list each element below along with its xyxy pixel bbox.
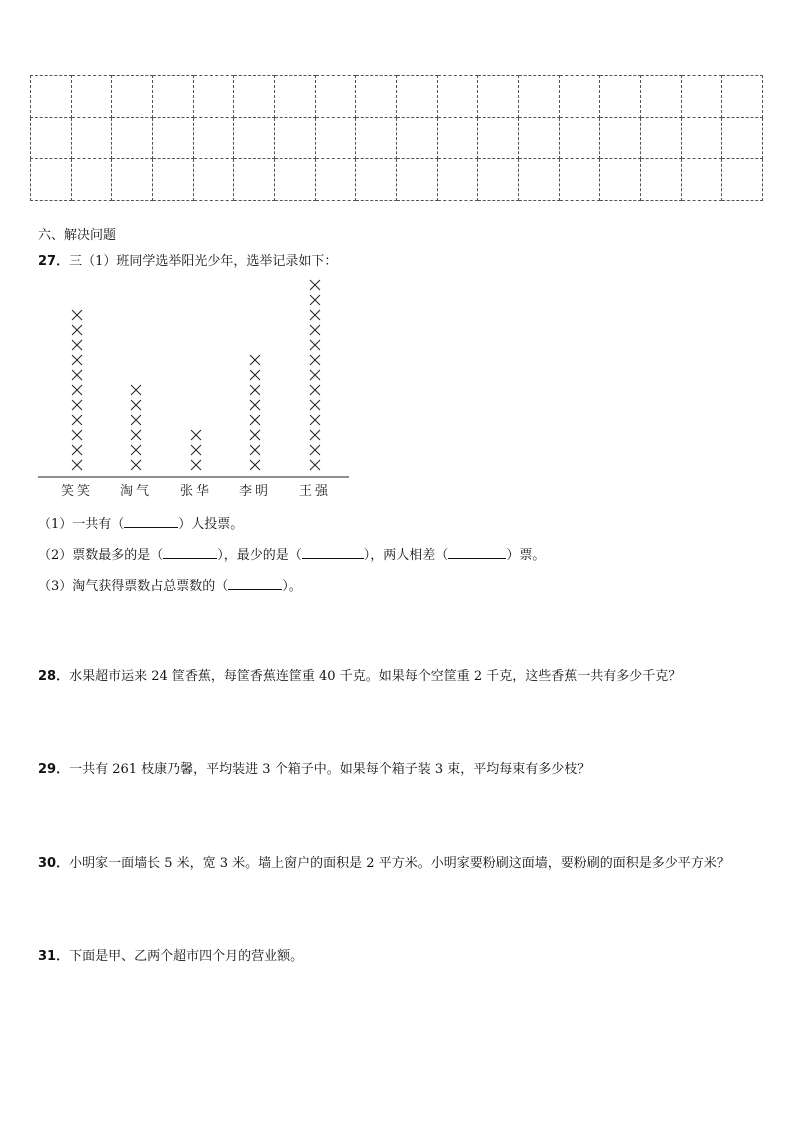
question-29-number: 29． — [38, 762, 70, 777]
question-30-text: 小明家一面墙长 5 米，宽 3 米。墙上窗户的面积是 2 平方米。小明家要粉刷这面墙，要粉刷的面积是多少平方米？ — [69, 856, 730, 871]
tally-mark — [310, 400, 320, 410]
tally-mark — [250, 355, 260, 365]
question-28-number: 28． — [38, 669, 70, 684]
question-31-number: 31． — [38, 949, 70, 964]
category-label: 张华 — [179, 484, 213, 499]
tally-mark — [310, 445, 320, 455]
tally-mark — [72, 430, 82, 440]
question-27-sub3 — [38, 576, 302, 595]
question-31-text: 下面是甲、乙两个超市四个月的营业额。 — [69, 949, 304, 964]
tally-mark — [310, 280, 320, 290]
tally-mark — [72, 340, 82, 350]
sub2-post: ）票。 — [506, 548, 546, 563]
sub2-mid2: ），两人相差（ — [363, 548, 449, 563]
question-28-text: 水果超市运来 24 筐香蕉，每筐香蕉连筐重 40 千克。如果每个空筐重 2 千克，这些香蕉一共有多少千克？ — [69, 669, 682, 684]
tally-mark — [310, 355, 320, 365]
question-27-number: 27． — [38, 254, 70, 269]
tally-mark — [131, 385, 141, 395]
sub3-post: ）。 — [282, 579, 302, 594]
question-29-text: 一共有 261 枝康乃馨，平均装进 3 个箱子中。如果每个箱子装 3 束，平均每束有多少枝？ — [69, 762, 591, 777]
tally-mark — [310, 370, 320, 380]
tally-mark — [310, 460, 320, 470]
tally-mark — [131, 415, 141, 425]
question-28 — [38, 669, 681, 685]
sub3-pre: （3）淘气获得票数占总票数的（ — [38, 579, 229, 594]
tally-mark — [310, 325, 320, 335]
answer-blank-difference[interactable] — [448, 545, 506, 559]
tally-mark — [72, 370, 82, 380]
question-30-number: 30． — [38, 856, 70, 871]
question-30 — [38, 856, 730, 872]
tally-mark — [250, 445, 260, 455]
tally-mark — [72, 460, 82, 470]
tally-mark — [131, 445, 141, 455]
tally-mark — [310, 385, 320, 395]
tally-mark — [250, 370, 260, 380]
question-29 — [38, 762, 590, 778]
tally-mark — [310, 340, 320, 350]
tally-mark — [72, 415, 82, 425]
tally-mark — [310, 310, 320, 320]
category-label: 李明 — [238, 484, 272, 499]
answer-blank-total-votes[interactable] — [124, 514, 178, 528]
tally-mark — [72, 445, 82, 455]
section-title: 六、解决问题 — [38, 228, 117, 243]
tally-mark — [72, 310, 82, 320]
category-label: 笑笑 — [60, 484, 94, 499]
sub2-pre: （2）票数最多的是（ — [38, 548, 164, 563]
category-label: 淘气 — [119, 484, 153, 499]
tally-mark — [72, 385, 82, 395]
tally-mark — [72, 325, 82, 335]
question-31 — [38, 949, 303, 965]
tally-mark — [72, 400, 82, 410]
category-label: 王强 — [298, 484, 332, 499]
tally-mark — [191, 430, 201, 440]
question-27-text: 三（1）班同学选举阳光少年，选举记录如下： — [69, 254, 338, 269]
question-27-sub1 — [38, 514, 243, 533]
tally-mark — [131, 430, 141, 440]
sub2-mid1: ），最少的是（ — [217, 548, 302, 563]
tally-mark — [310, 415, 320, 425]
tally-mark — [250, 460, 260, 470]
sub1-pre: （1）一共有（ — [38, 517, 125, 532]
sub1-post: ）人投票。 — [178, 517, 244, 532]
tally-mark — [250, 400, 260, 410]
answer-blank-most-votes[interactable] — [163, 545, 217, 559]
tally-mark — [191, 445, 201, 455]
tally-mark — [250, 430, 260, 440]
tally-mark — [250, 415, 260, 425]
tally-mark — [310, 430, 320, 440]
answer-blank-fraction[interactable] — [228, 576, 282, 590]
tally-mark — [191, 460, 201, 470]
tally-mark — [310, 295, 320, 305]
tally-mark — [131, 400, 141, 410]
tally-mark — [72, 355, 82, 365]
tally-mark — [250, 385, 260, 395]
tally-mark — [131, 460, 141, 470]
question-27-sub2 — [38, 545, 545, 564]
answer-blank-least-votes[interactable] — [302, 545, 364, 559]
